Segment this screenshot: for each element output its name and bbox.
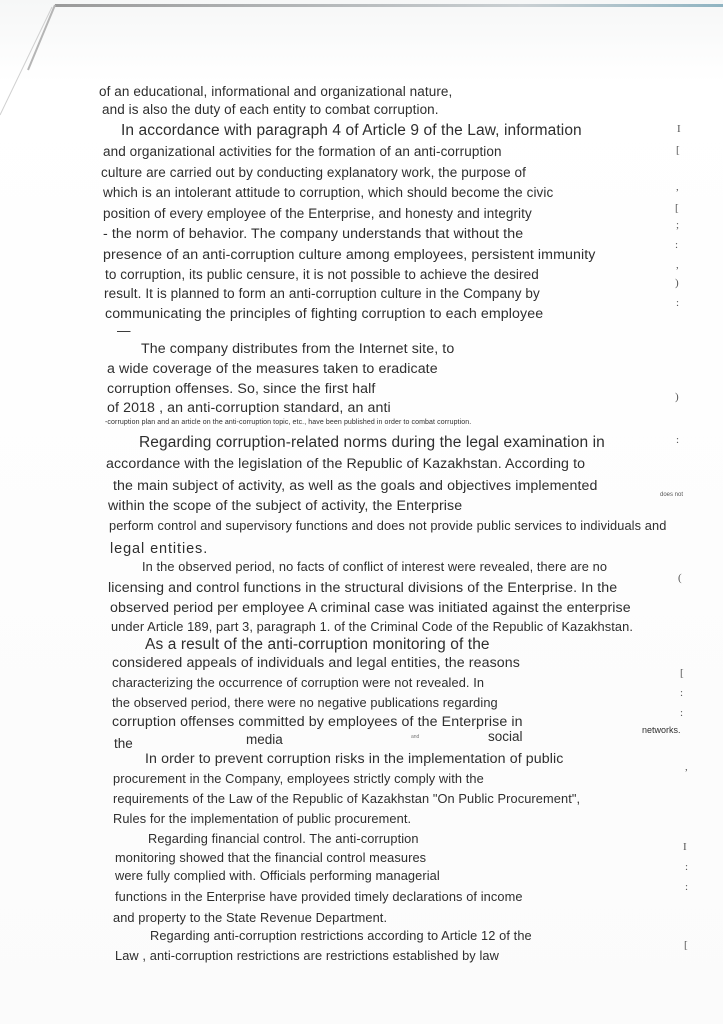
margin-mark: : [676,434,680,446]
paragraph-start: In accordance with paragraph 4 of Article 9 of the Law, information [121,122,582,139]
margin-mark: [ [684,939,688,951]
margin-mark: : [676,297,680,309]
margin-mark: I [677,123,681,135]
text-line: considered appeals of individuals and legal entities, the reasons [112,655,520,671]
paragraph-start: Regarding anti-corruption restrictions according to Article 12 of the [150,928,532,943]
text-line: perform control and supervisory functions and does not provide public services to individuals and [109,518,667,533]
text-line: - the norm of behavior. The company understands that without the [103,226,524,242]
text-line: legal entities. [110,541,209,557]
margin-mark: : [685,881,689,893]
text-line: corruption offenses. So, since the first half [107,381,376,397]
text-line: of 2018 , an anti-corruption standard, an anti [107,400,391,416]
margin-mark: ; [676,219,680,231]
margin-mark: , [685,761,688,773]
fragment-and: and [411,734,420,740]
text-line: Law , anti-corruption restrictions are restrictions established by law [115,948,499,963]
small-print-line: -corruption plan and an article on the anti-corruption topic, etc., have been published in order to combat corruption. [105,419,472,426]
margin-mark: [ [675,202,679,214]
text-line: functions in the Enterprise have provided timely declarations of income [115,889,523,904]
text-line: accordance with the legislation of the Republic of Kazakhstan. According to [106,456,586,472]
text-line: monitoring showed that the financial control measures [115,850,427,865]
text-line: and organizational activities for the formation of an anti-corruption [103,144,502,159]
paragraph-start: As a result of the anti-corruption monitoring of the [145,636,490,653]
text-line: position of every employee of the Enterprise, and honesty and integrity [103,206,532,221]
margin-mark: [ [680,667,684,679]
margin-mark: , [676,259,679,271]
fragment-networks: networks. [642,725,681,735]
text-line: which is an intolerant attitude to corruption, which should become the civic [103,185,554,200]
text-line: characterizing the occurrence of corruption were not revealed. In [112,675,485,690]
fragment-media: media [246,732,283,747]
paragraph-start: Regarding corruption-related norms during the legal examination in [139,434,605,451]
text-line: Rules for the implementation of public procurement. [113,811,412,826]
margin-mark: ( [678,572,682,584]
margin-mark: : [685,861,689,873]
text-line: under Article 189, part 3, paragraph 1. of the Criminal Code of the Republic of Kazakhstan. [111,619,633,634]
text-line: procurement in the Company, employees strictly comply with the [113,771,484,786]
paragraph-start: The company distributes from the Internet site, to [141,341,455,357]
margin-mark: ) [675,277,679,289]
margin-mark: , [676,181,679,193]
text-line: of an educational, informational and organizational nature, [99,84,453,99]
margin-mark: : [675,239,679,251]
text-line: were fully complied with. Officials performing managerial [115,868,440,883]
paragraph-start: Regarding financial control. The anti-corruption [148,831,419,846]
margin-mark: : [680,707,684,719]
text-line: observed period per employee A criminal case was initiated against the enterprise [110,600,631,616]
text-line: culture are carried out by conducting explanatory work, the purpose of [101,165,526,180]
text-line: presence of an anti-corruption culture among employees, persistent immunity [103,247,596,263]
text-line: a wide coverage of the measures taken to eradicate [107,361,438,377]
margin-mark: I [683,841,687,853]
fragment-social: social [488,729,523,744]
text-line: the observed period, there were no negative publications regarding [112,695,498,710]
margin-note-does-not: does not [660,492,684,498]
text-line: communicating the principles of fighting corruption to each employee [105,306,544,322]
text-line: requirements of the Law of the Republic of Kazakhstan "On Public Procurement", [113,791,581,806]
text-line: result. It is planned to form an anti-corruption culture in the Company by [104,286,540,301]
text-line: within the scope of the subject of activity, the Enterprise [108,498,463,514]
text-line: corruption offenses committed by employees of the Enterprise in [112,714,523,730]
page-top-edge [55,4,723,7]
paragraph-start: In the observed period, no facts of conflict of interest were revealed, there are no [142,559,608,574]
text-line: licensing and control functions in the structural divisions of the Enterprise. In the [108,580,618,596]
text-line: the main subject of activity, as well as the goals and objectives implemented [113,478,598,494]
text-line: to corruption, its public censure, it is not possible to achieve the desired [105,267,539,282]
margin-mark: : [680,687,684,699]
margin-mark: ) [675,391,679,403]
text-line: and property to the State Revenue Department. [113,910,388,925]
margin-mark: [ [676,144,680,156]
text-line: and is also the duty of each entity to combat corruption. [102,102,439,117]
dash-mark: — [117,323,131,338]
fragment-the: the [114,736,133,751]
paragraph-start: In order to prevent corruption risks in the implementation of public [145,751,564,767]
